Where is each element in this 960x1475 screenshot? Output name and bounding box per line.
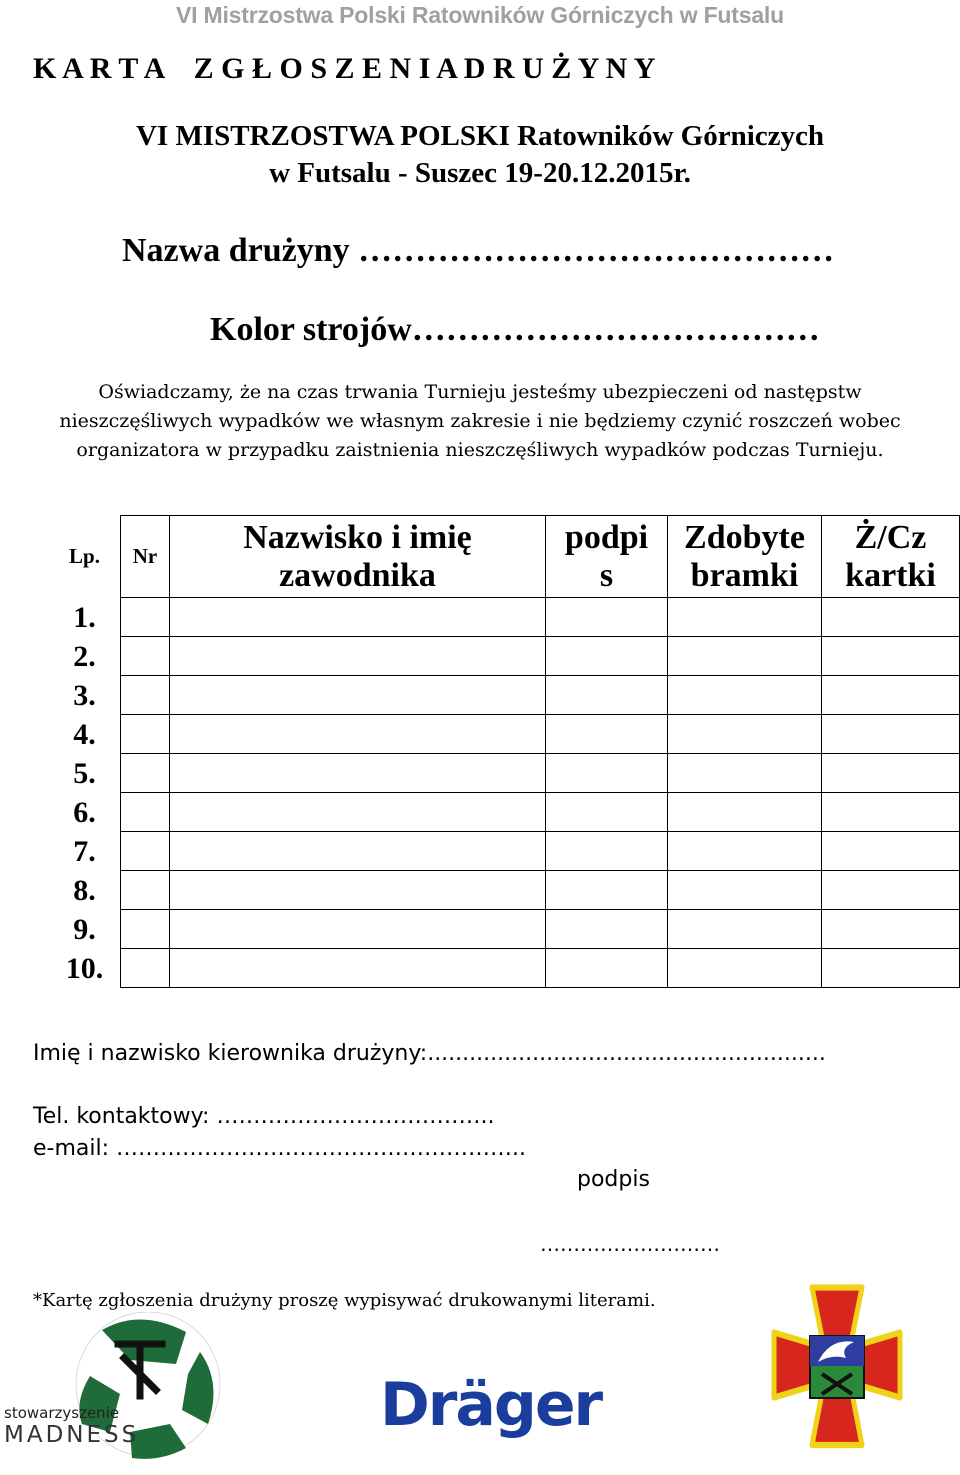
row-number: 1. bbox=[73, 600, 96, 634]
cards-cell[interactable] bbox=[822, 910, 960, 949]
signature-cell[interactable] bbox=[546, 754, 668, 793]
player-name-cell[interactable] bbox=[170, 871, 546, 910]
player-name-cell[interactable] bbox=[170, 598, 546, 637]
goals-cell[interactable] bbox=[668, 754, 822, 793]
cards-header bbox=[822, 516, 960, 598]
signature-cell[interactable] bbox=[546, 676, 668, 715]
nr-cell[interactable] bbox=[121, 676, 170, 715]
nr-cell[interactable] bbox=[121, 598, 170, 637]
goals-cell[interactable] bbox=[668, 598, 822, 637]
signature-header-line1: podpi bbox=[564, 518, 649, 556]
table-row bbox=[49, 910, 960, 949]
nr-cell[interactable] bbox=[121, 793, 170, 832]
team-name-field: Nazwa drużyny …………………………………… bbox=[122, 232, 835, 269]
roster-rows bbox=[49, 598, 960, 988]
phone-field: Tel. kontaktowy: ……………………………….. bbox=[33, 1104, 495, 1129]
cards-header-line1: Ż/Cz bbox=[854, 518, 927, 556]
cards-cell[interactable] bbox=[822, 871, 960, 910]
madness-logo bbox=[0, 1312, 230, 1471]
player-name-header-line1: Nazwisko i imię bbox=[243, 518, 472, 556]
cards-cell[interactable] bbox=[822, 598, 960, 637]
drager-logo: Dräger bbox=[380, 1370, 602, 1440]
signature-header-line2: s bbox=[599, 556, 614, 594]
row-number: 10. bbox=[65, 951, 104, 985]
table-row bbox=[49, 949, 960, 988]
table-row bbox=[49, 598, 960, 637]
table-row bbox=[49, 676, 960, 715]
nr-cell[interactable] bbox=[121, 949, 170, 988]
cards-cell[interactable] bbox=[822, 949, 960, 988]
cards-cell[interactable] bbox=[822, 793, 960, 832]
signature-cell[interactable] bbox=[546, 793, 668, 832]
page-top-header: VI Mistrzostwa Polski Ratowników Górniczych w Futsalu bbox=[176, 2, 784, 28]
goals-cell[interactable] bbox=[668, 676, 822, 715]
signature-cell[interactable] bbox=[546, 871, 668, 910]
kit-color-field: Kolor strojów……………………………… bbox=[210, 311, 820, 348]
row-number: 7. bbox=[73, 834, 96, 868]
nr-header: Nr bbox=[121, 516, 170, 598]
signature-cell[interactable] bbox=[546, 637, 668, 676]
cards-cell[interactable] bbox=[822, 637, 960, 676]
row-number: 6. bbox=[73, 795, 96, 829]
row-number: 3. bbox=[73, 678, 96, 712]
row-number: 2. bbox=[73, 639, 96, 673]
player-name-cell[interactable] bbox=[170, 676, 546, 715]
signature-cell[interactable] bbox=[546, 832, 668, 871]
goals-cell[interactable] bbox=[668, 949, 822, 988]
table-row bbox=[49, 637, 960, 676]
event-title-line-2: w Futsalu - Suszec 19-20.12.2015r. bbox=[269, 157, 691, 189]
manager-name-field: Imię i nazwisko kierownika drużyny:......................................................... bbox=[33, 1041, 826, 1066]
signature-cell[interactable] bbox=[546, 715, 668, 754]
cards-cell[interactable] bbox=[822, 676, 960, 715]
cards-cell[interactable] bbox=[822, 715, 960, 754]
player-name-cell[interactable] bbox=[170, 949, 546, 988]
lp-header: Lp. bbox=[69, 544, 100, 568]
row-number: 9. bbox=[73, 912, 96, 946]
signature-cell[interactable] bbox=[546, 910, 668, 949]
player-name-cell[interactable] bbox=[170, 637, 546, 676]
table-row bbox=[49, 871, 960, 910]
goals-cell[interactable] bbox=[668, 910, 822, 949]
nr-cell[interactable] bbox=[121, 715, 170, 754]
goals-header-line2: bramki bbox=[690, 556, 799, 594]
goals-cell[interactable] bbox=[668, 832, 822, 871]
player-name-cell[interactable] bbox=[170, 910, 546, 949]
goals-cell[interactable] bbox=[668, 793, 822, 832]
player-name-header bbox=[170, 516, 546, 598]
nr-cell[interactable] bbox=[121, 910, 170, 949]
player-name-cell[interactable] bbox=[170, 832, 546, 871]
row-number: 8. bbox=[73, 873, 96, 907]
print-note: *Kartę zgłoszenia drużyny proszę wypisywać drukowanymi literami. bbox=[33, 1290, 656, 1311]
goals-cell[interactable] bbox=[668, 715, 822, 754]
cards-header-line2: kartki bbox=[845, 556, 936, 594]
goals-cell[interactable] bbox=[668, 637, 822, 676]
nr-cell[interactable] bbox=[121, 871, 170, 910]
cards-cell[interactable] bbox=[822, 832, 960, 871]
goals-cell[interactable] bbox=[668, 871, 822, 910]
goals-header-line1: Zdobyte bbox=[684, 518, 805, 556]
madness-logo-small-text: stowarzyszenie bbox=[4, 1404, 120, 1422]
signature-cell[interactable] bbox=[546, 598, 668, 637]
form-title-spaced: K A R T A Z G Ł O S Z E N I A D R U Ż Y N Y bbox=[33, 52, 656, 85]
madness-logo-big-text: MADNESS bbox=[4, 1422, 140, 1448]
table-row bbox=[49, 793, 960, 832]
row-number: 4. bbox=[73, 717, 96, 751]
goals-header bbox=[668, 516, 822, 598]
table-row bbox=[49, 754, 960, 793]
table-row bbox=[49, 715, 960, 754]
row-number: 5. bbox=[73, 756, 96, 790]
player-name-cell[interactable] bbox=[170, 754, 546, 793]
signature-header bbox=[546, 516, 668, 598]
roster-table bbox=[49, 515, 960, 988]
rescue-cross-icon bbox=[722, 1282, 952, 1471]
signature-cell[interactable] bbox=[546, 949, 668, 988]
signature-label: podpis bbox=[577, 1167, 650, 1192]
insurance-declaration: Oświadczamy, że na czas trwania Turnieju jesteśmy ubezpieczeni od następstw nieszczęśliwych wypadków we własnym zakresie i nie będziemy czynić roszczeń wobec organizatora w przypadku zaistnienia nieszczęśliwych wypadków podczas Turnieju. bbox=[59, 381, 901, 461]
signature-line: ……………………… bbox=[540, 1232, 720, 1256]
cards-cell[interactable] bbox=[822, 754, 960, 793]
nr-cell[interactable] bbox=[121, 637, 170, 676]
player-name-header-line2: zawodnika bbox=[279, 556, 436, 594]
table-row bbox=[49, 832, 960, 871]
player-name-cell[interactable] bbox=[170, 793, 546, 832]
nr-cell[interactable] bbox=[121, 754, 170, 793]
mine-rescue-emblem bbox=[722, 1282, 952, 1471]
email-field: e-mail: ……………………………………………….. bbox=[33, 1136, 527, 1161]
player-name-cell[interactable] bbox=[170, 715, 546, 754]
nr-cell[interactable] bbox=[121, 832, 170, 871]
event-title-line-1: VI MISTRZOSTWA POLSKI Ratowników Górniczych bbox=[135, 120, 825, 152]
